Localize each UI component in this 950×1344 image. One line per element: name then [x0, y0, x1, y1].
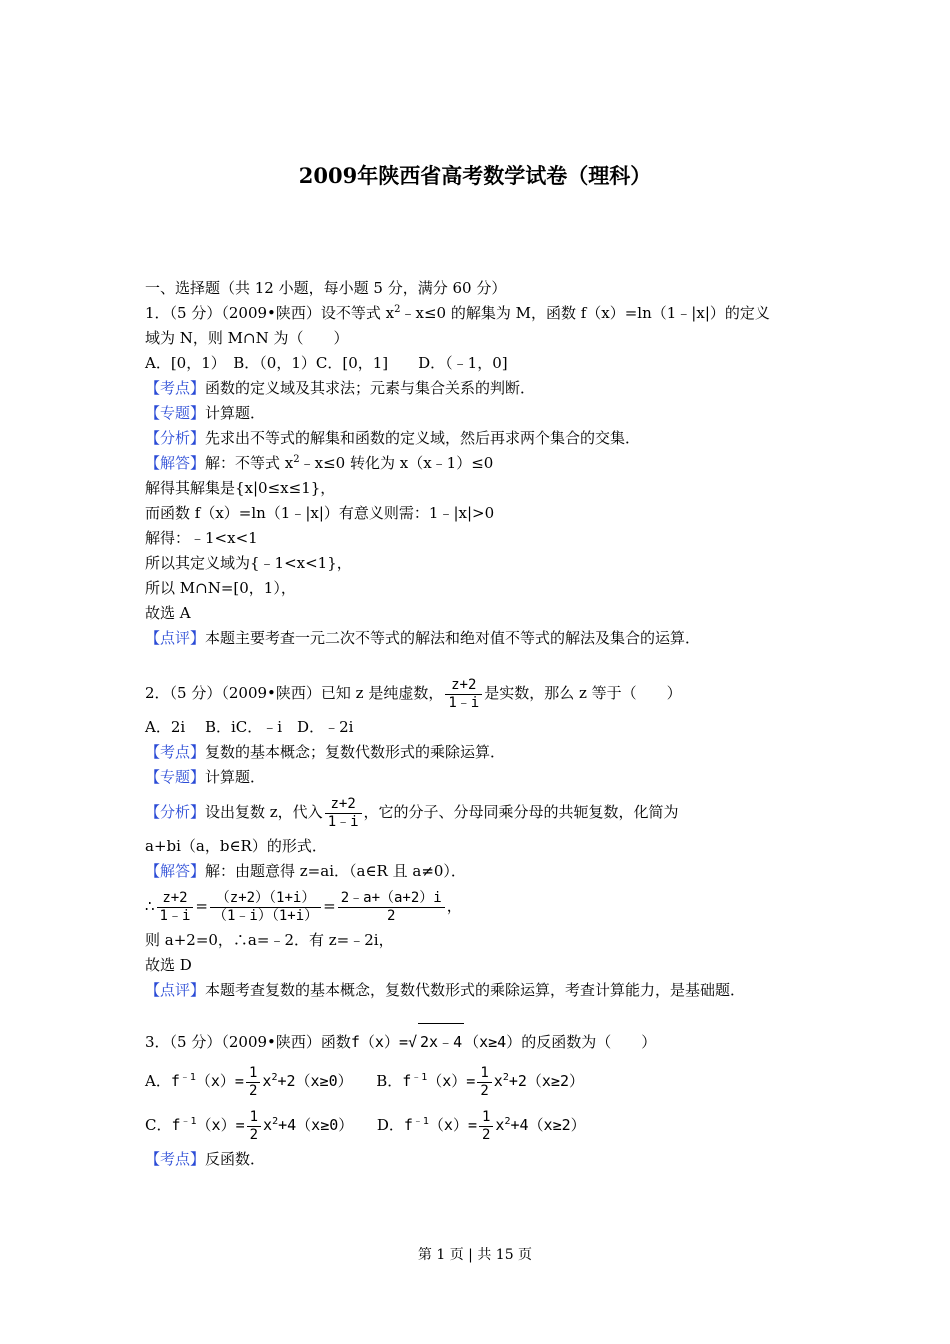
q3-options-cd: C．$f^{﹣1}(x)=$ $\frac{1}{2}$ $x^2+4(x\ge 0)$ D．$f^{﹣1}(x)=$ $\frac{1}{2}$ $x^2+4(x\ge 2)$ — [145, 1108, 586, 1143]
page-footer: 第 1 页 | 共 15 页 — [417, 1247, 533, 1263]
q2-dianping: 【点评】本题考查复数的基本概念，复数代数形式的乘除运算，考查计算能力，是基础题． — [145, 981, 746, 999]
q2-kaodian: 【考点】复数的基本概念；复数代数形式的乘除运算． — [145, 743, 506, 761]
q3-kaodian: 【考点】反函数． — [145, 1150, 266, 1168]
q3-options-ab: A．$f^{﹣1}(x)=$ $\frac{1}{2}$ $x^2+2(x\ge 0)$ B．$f^{﹣1}(x)=$ $\frac{1}{2}$ $x^2+2(x\ge 2)$ — [145, 1064, 584, 1099]
q1-options: A．[0，1） B．（0，1）C．[0，1] D．（﹣1，0] — [145, 354, 508, 372]
q2-jieda: 【解答】解：由题意得 z=ai．（a∈R 且 a≠0）． — [145, 862, 466, 880]
q1-sol1: 解得其解集是{x|0≤x≤1}， — [145, 479, 336, 497]
document-body — [145, 276, 813, 1172]
q2-fenxi: 【分析】设出复数 z，代入 $\frac{z+2}{1﹣i}$ ，它的分子、分母同乘分母的共轭复数，化简为 — [145, 795, 679, 830]
q2-sol2: 故选 D — [145, 956, 192, 974]
q1-sol4: 所以其定义域为{﹣1<x<1}， — [145, 554, 352, 572]
q3-stem: 3．（5 分）（2009•陕西）函数f（x）=√ 2x﹣4 （x≥4）的反函数为（ ） — [145, 1023, 813, 1059]
q2-options: A．2i B．iC．﹣i D．﹣2i — [145, 718, 354, 736]
q1-dianping: 【点评】本题主要考查一元二次不等式的解法和绝对值不等式的解法及集合的运算． — [145, 629, 701, 647]
q1-stem-cont: 域为 N，则 M∩N 为（ ） — [145, 329, 349, 347]
q2-fenxi-cont: a+bi（a，b∈R）的形式． — [145, 837, 327, 855]
section-heading: 一、选择题（共 12 小题，每小题 5 分，满分 60 分） — [145, 279, 507, 297]
q1-fenxi: 【分析】先求出不等式的解集和函数的定义域，然后再求两个集合的交集． — [145, 429, 641, 447]
q2-equation: ∴ $\frac{z+2}{1﹣i}$ = $\frac{(z+2)(1+i)}{(1﹣i)(1+i)}$ = $\frac{2﹣a+(a+2)i}{2}$ ， — [145, 889, 462, 924]
q1-sol5: 所以 M∩N=[0，1）， — [145, 579, 296, 597]
q1-sol6: 故选 A — [145, 604, 191, 622]
q1-kaodian: 【考点】函数的定义域及其求法；元素与集合关系的判断． — [145, 379, 536, 397]
q1-sol3: 解得：﹣1<x<1 — [145, 529, 258, 547]
q2-zhuanti: 【专题】计算题． — [145, 768, 266, 786]
q1-zhuanti: 【专题】计算题． — [145, 404, 266, 422]
q1-jieda: 【解答】解：不等式 $x^2﹣x\le 0$ 转化为 x（x﹣1）≤0 — [145, 454, 494, 472]
q2-sol1: 则 a+2=0，∴a=﹣2．有 z=﹣2i， — [145, 931, 394, 949]
q1-sol2: 而函数 f（x）=ln（1﹣|x|）有意义则需：1﹣|x|>0 — [145, 504, 495, 522]
page-title: 2009年陕西省高考数学试卷（理科） — [298, 163, 652, 188]
q2-stem: 2．（5 分）（2009•陕西）已知 z 是纯虚数， $\frac{z+2}{1﹣i}$ 是实数，那么 z 等于（ ） — [145, 676, 682, 711]
q1-stem: 1．（5 分）（2009•陕西）设不等式 $x^2﹣x\le 0$ 的解集为 M，函数 f（x）=ln（1﹣|x|）的定义 — [145, 304, 770, 322]
q2-fraction: $\frac{z+2}{1﹣i}$ — [445, 677, 482, 712]
q2-fenxi-fraction: $\frac{z+2}{1﹣i}$ — [325, 796, 362, 831]
